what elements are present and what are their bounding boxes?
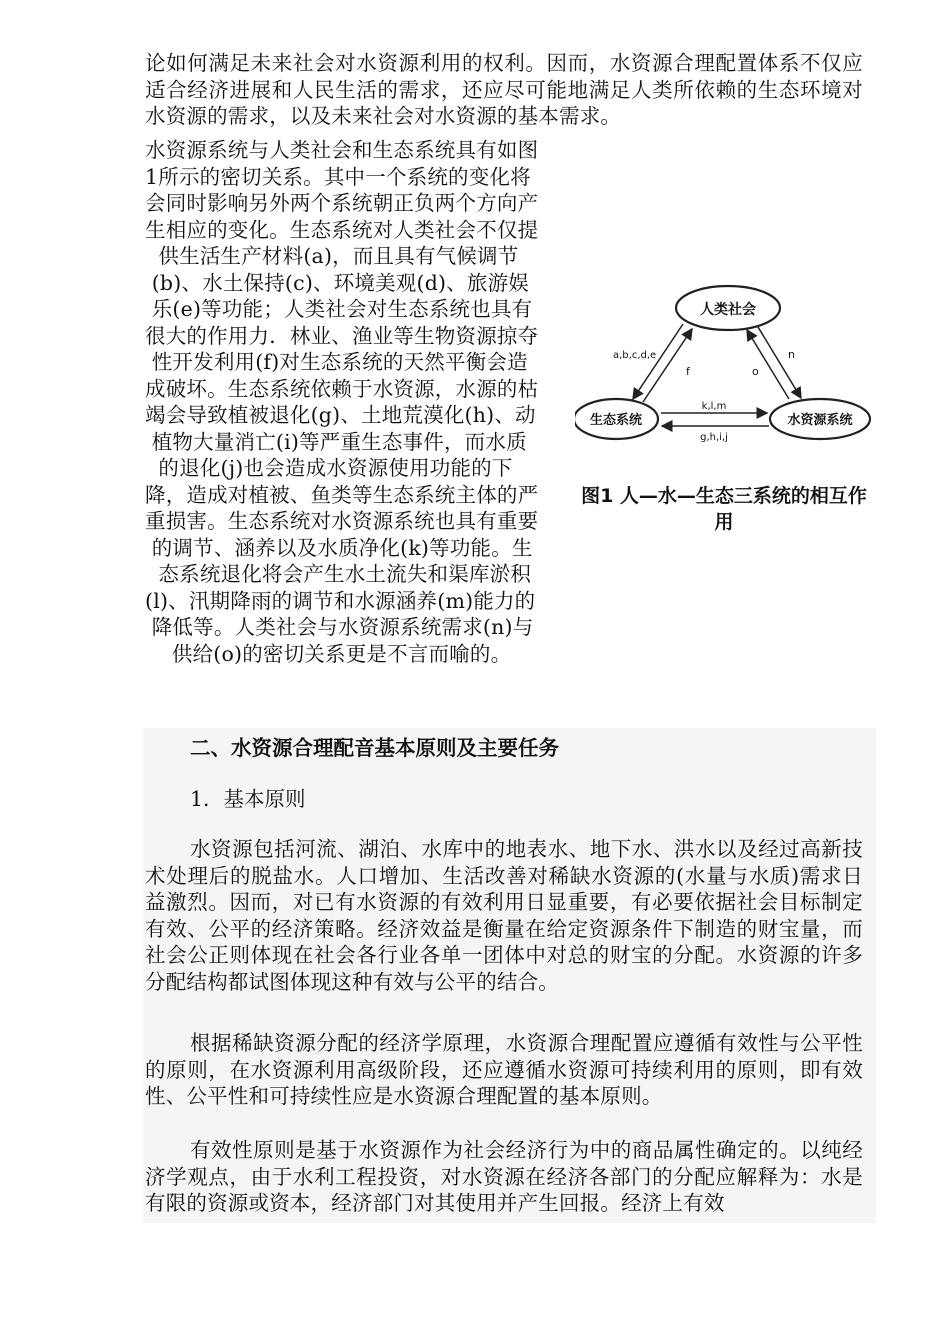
paragraph-line: 会同时影响另外两个系统朝正负两个方向产 <box>145 191 539 215</box>
paragraph-line: 降，造成对植被、鱼类等生态系统主体的严 <box>145 482 539 507</box>
human-society-label: 人类社会 <box>700 302 756 318</box>
paragraph-line: 供给(o)的密切关系更是不言而喻的。 <box>145 641 512 666</box>
intro-line: 论如何满足未来社会对水资源利用的权利。因而，水资源合理配置体系不 <box>145 51 822 75</box>
paragraph-line: 竭会导致植被退化(g)、土地荒漠化(h)、动 <box>145 403 536 427</box>
paragraph-line: 很大的作用力．林业、渔业等生物资源掠夺 <box>145 323 539 348</box>
body-paragraph: 水资源包括河流、湖泊、水库中的地表水、地下水、洪水以及经过高新技术处理后的脱盐水。人口增加、生活改善对稀缺水资源的(水量与水质)需求日益激烈。因而，对已有水资源的有效利用日显重要，有必要依据社会目标制定有效、公平的经济策略。经济效益是衡量在给定资源条件下制造的财宝量，而社会公正则体现在社会各行业各单一团体中对总的财宝的分配。水资源的许多分配结构都试图体现这种有效与公平的结合。 <box>145 837 863 994</box>
paragraph-line: 供生活生产材料(a)，而且具有气候调节 <box>145 244 519 268</box>
paragraph-line: 水资源系统与人类社会和生态系统具有如图 <box>145 138 539 162</box>
edge-label-klm: k,l,m <box>701 401 727 412</box>
edge-label-abcde: a,b,c,d,e <box>613 350 657 361</box>
paragraph-line: 性开发利用(f)对生态系统的天然平衡会造 <box>145 350 528 374</box>
body-paragraph: 有效性原则是基于水资源作为社会经济行为中的商品属性确定的。以纯经济学观点，由于水利工程投资，对水资源在经济各部门的分配应解释为：水是有限的资源或资本，经济部门对其使用并产生回报。经济上有效 <box>145 1138 863 1215</box>
water-system-label: 水资源系统 <box>787 413 853 428</box>
edge-label-o: o <box>752 365 759 378</box>
paragraph-line: 的调节、涵养以及水质净化(k)等功能。生 <box>145 535 533 560</box>
paragraph-line: (l)、汛期降雨的调节和水源涵养(m)能力的 <box>145 588 536 613</box>
edge-label-n: n <box>788 348 795 361</box>
paragraph-line: 重损害。生态系统对水资源系统也具有重要 <box>145 509 539 533</box>
edge-label-ghij: g,h,i,j <box>700 432 728 443</box>
paragraph-line: 降低等。人类社会与水资源系统需求(n)与 <box>145 615 534 639</box>
paragraph-line: (b)、水土保持(c)、环境美观(d)、旅游娱 <box>145 270 530 295</box>
body-paragraph: 根据稀缺资源分配的经济学原理，水资源合理配置应遵循有效性与公平性的原则，在水资源利用高级阶段，还应遵循水资源可持续利用的原则，即有效性、公平性和可持续性应是水资源合理配置的基本原则。 <box>145 1031 863 1108</box>
intro-paragraph <box>145 50 863 130</box>
three-system-diagram <box>575 282 873 452</box>
paragraph-line: 成破坏。生态系统依赖于水资源，水源的枯 <box>145 376 539 401</box>
arrow-society-to-ecosystem <box>633 324 683 399</box>
paragraph-line: 乐(e)等功能；人类社会对生态系统也具有 <box>145 297 533 321</box>
edge-label-f: f <box>686 365 690 378</box>
intro-line: 仅应适合经济进展和人民生活的需求，还应尽可能地满足人类所依赖的生 <box>145 51 863 102</box>
figure-caption: 图1 人—水—生态三系统的相互作用 <box>581 485 867 533</box>
section-heading: 二、水资源合理配音基本原则及主要任务 <box>190 736 559 760</box>
ecosystem-label: 生态系统 <box>589 413 643 428</box>
paragraph-line: 生相应的变化。生态系统对人类社会不仅提 <box>145 217 539 242</box>
arrow-society-to-water <box>758 327 801 398</box>
arrow-ecosystem-to-society <box>643 329 692 402</box>
relationship-paragraph <box>145 137 570 667</box>
paragraph-line: 的退化(j)也会造成水资源使用功能的下 <box>145 456 513 480</box>
paragraph-line: 植物大量消亡(i)等严重生态事件，而水质 <box>145 429 527 454</box>
paragraph-line: 1所示的密切关系。其中一个系统的变化将 <box>145 164 531 189</box>
intro-line: 态环境对水资源的需求，以及未来社会对水资源的基本需求。 <box>145 77 863 128</box>
paragraph-line: 态系统退化将会产生水土流失和渠库淤积 <box>145 562 532 586</box>
subsection-heading: 1．基本原则 <box>190 787 306 811</box>
